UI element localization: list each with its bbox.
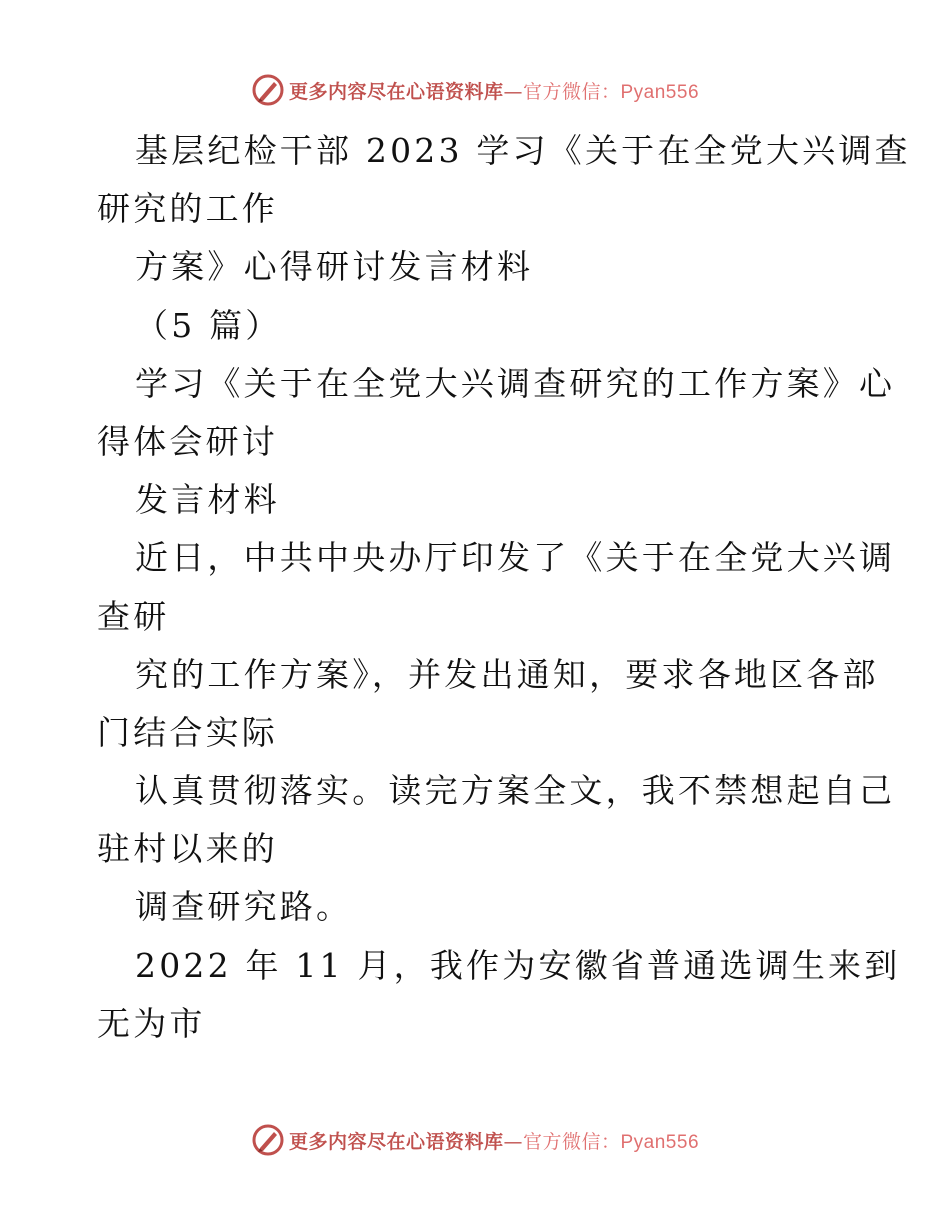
watermark-text: 更多内容尽在心语资料库 xyxy=(288,80,504,103)
pen-logo-icon xyxy=(251,73,285,107)
pen-logo-icon xyxy=(251,1123,285,1157)
watermark-separator: — xyxy=(503,1130,523,1153)
text-line: 究的工作方案》，并发出通知，要求各地区各部 xyxy=(135,654,879,694)
watermark-contact-label: 官方微信： xyxy=(522,80,621,103)
text-line: 近日，中共中央办厅印发了《关于在全党大兴调 xyxy=(135,538,896,578)
header-watermark xyxy=(0,70,950,110)
text-line: 驻村以来的 xyxy=(97,829,278,869)
watermark-separator: — xyxy=(503,80,523,103)
text-line: 基层纪检干部 2023 学习《关于在全党大兴调查 xyxy=(135,131,911,170)
watermark-text: 更多内容尽在心语资料库 xyxy=(288,1130,504,1153)
text-line: 方案》心得研讨发言材料 xyxy=(135,247,534,287)
text-line: 无为市 xyxy=(97,1003,206,1043)
watermark-contact-label: 官方微信： xyxy=(522,1130,621,1153)
text-line: 门结合实际 xyxy=(97,712,278,752)
text-line: 研究的工作 xyxy=(97,189,278,229)
text-line: 认真贯彻落实。读完方案全文，我不禁想起自己 xyxy=(135,771,896,811)
footer-watermark xyxy=(0,1120,950,1160)
watermark-contact-id: Pyan556 xyxy=(620,1131,700,1153)
watermark-contact-id: Pyan556 xyxy=(620,81,700,103)
text-line: 学习《关于在全党大兴调查研究的工作方案》心 xyxy=(135,363,896,403)
text-line: 发言材料 xyxy=(135,480,280,520)
text-line: 得体会研讨 xyxy=(97,421,278,461)
document-body xyxy=(97,122,911,1053)
text-line: 查研 xyxy=(97,596,170,636)
text-line: 调查研究路。 xyxy=(135,887,353,927)
text-line: 2022 年 11 月，我作为安徽省普通选调生来到 xyxy=(135,945,901,985)
text-line: （5 篇） xyxy=(135,305,282,345)
